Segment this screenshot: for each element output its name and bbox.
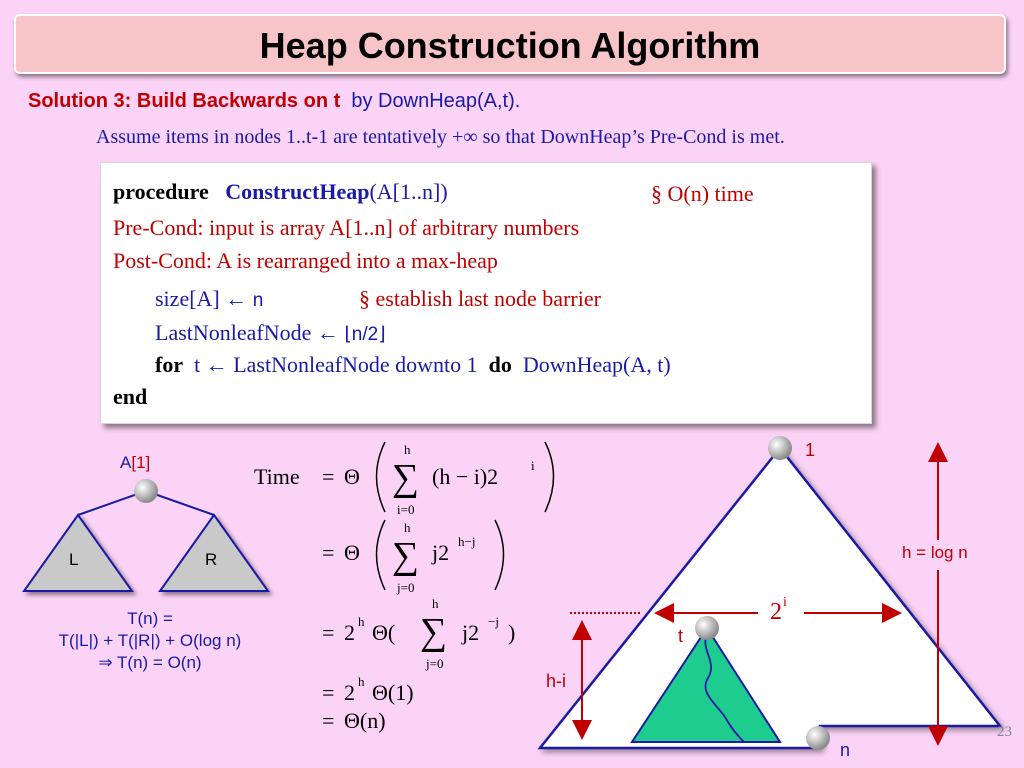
eq-1: = <box>322 464 335 489</box>
line3-exp2: −j <box>488 614 499 629</box>
n-label: n <box>840 740 851 760</box>
procedure-header <box>113 179 448 205</box>
line3-theta: Θ( <box>372 620 396 645</box>
eq-3: = <box>322 620 335 645</box>
sum2-upper: h <box>404 520 411 535</box>
height-label: h = log n <box>902 543 968 562</box>
line1-body: (h − i)2 <box>432 464 499 489</box>
root-label-a: A <box>120 453 132 472</box>
do-body: DownHeap(A, t) <box>522 352 671 377</box>
line4-exp: h <box>358 674 365 689</box>
time-comment: § O(n) time <box>651 181 754 206</box>
line3-body: j2 <box>462 620 480 645</box>
line2-exp: h−j <box>458 534 476 549</box>
root-label-index: [1] <box>131 453 151 472</box>
heap-triangle <box>540 448 1000 748</box>
eq-2: = <box>322 540 335 565</box>
sum3-upper: h <box>432 596 439 611</box>
last-node-n <box>806 726 830 750</box>
paren-left-1 <box>377 442 386 512</box>
line-size-comment: § establish last node barrier <box>359 286 601 311</box>
line4-rest: Θ(1) <box>372 680 414 705</box>
hi-label: h-i <box>546 671 567 691</box>
sum1-upper: h <box>404 442 411 457</box>
theta-2: Θ <box>344 540 360 565</box>
solution-label: Solution 3: Build Backwards on t <box>28 90 341 112</box>
width-label-exp: i <box>783 595 787 610</box>
line2-body: j2 <box>432 540 450 565</box>
node-t <box>695 616 719 640</box>
page-number: 23 <box>997 724 1012 740</box>
line5-rest: Θ(n) <box>344 708 386 733</box>
paren-right-2 <box>495 520 504 590</box>
sum1-lower: i=0 <box>397 502 415 517</box>
width-label: 2 <box>770 599 782 625</box>
eq-5: = <box>322 708 335 733</box>
line-size-code: size[A] ← <box>155 286 248 311</box>
time-word: Time <box>254 464 300 489</box>
left-subtree-label: L <box>69 550 79 569</box>
line3-close: ) <box>508 620 516 645</box>
slide-title: Heap Construction Algorithm <box>259 25 761 66</box>
recurrence-line1: T(n) = <box>127 609 173 628</box>
line1-exp: i <box>531 458 535 473</box>
recurrence-line3: ⇒ T(n) = O(n) <box>98 653 202 672</box>
recurrence-line2: T(|L|) + T(|R|) + O(log n) <box>58 631 242 650</box>
line-lastnonleaf-code: LastNonleafNode ← <box>155 320 339 345</box>
post-cond: Post-Cond: A is rearranged into a max-heap <box>113 248 498 273</box>
procedure-name: ConstructHeap <box>225 179 370 204</box>
right-subtree-label: R <box>205 550 218 569</box>
line-for <box>155 352 671 378</box>
heap-tree-diagram <box>530 430 1024 768</box>
procedure-keyword: procedure <box>113 179 209 204</box>
time-derivation <box>240 430 570 740</box>
pre-cond: Pre-Cond: input is array A[1..n] of arbitrary numbers <box>113 215 580 240</box>
title-box <box>14 14 1006 74</box>
top-node-label: 1 <box>805 440 816 460</box>
line-lastnonleaf <box>155 320 386 348</box>
procedure-box <box>100 162 872 424</box>
root-node <box>134 479 158 503</box>
line-size <box>155 286 263 314</box>
sum2-lower: j=0 <box>397 580 415 595</box>
line-size-n: n <box>252 290 264 311</box>
do-keyword: do <box>488 352 512 377</box>
line-lastnonleaf-expr: ⌊n/2⌋ <box>344 324 386 345</box>
solution-by: by DownHeap(A,t). <box>351 90 521 112</box>
for-keyword: for <box>155 352 184 377</box>
root-node-1 <box>768 436 792 460</box>
procedure-args: (A[1..n]) <box>369 179 448 204</box>
sum1-sign: ∑ <box>392 457 420 499</box>
eq-4: = <box>322 680 335 705</box>
solution-line <box>28 90 520 113</box>
end-keyword: end <box>113 384 148 409</box>
sum3-sign: ∑ <box>420 611 448 653</box>
assumption-text: Assume items in nodes 1..t-1 are tentatively +∞ so that DownHeap’s Pre-Cond is met. <box>96 126 785 148</box>
line4-two: 2 <box>344 680 355 705</box>
line3-exp: h <box>358 614 365 629</box>
theta-1: Θ <box>344 464 360 489</box>
sum2-sign: ∑ <box>392 535 420 577</box>
for-body: t ← LastNonleafNode downto 1 <box>194 352 478 377</box>
t-label: t <box>678 626 684 646</box>
paren-left-2 <box>377 520 386 590</box>
line3-two: 2 <box>344 620 355 645</box>
sum3-lower: j=0 <box>426 656 444 671</box>
root-label <box>120 453 150 473</box>
